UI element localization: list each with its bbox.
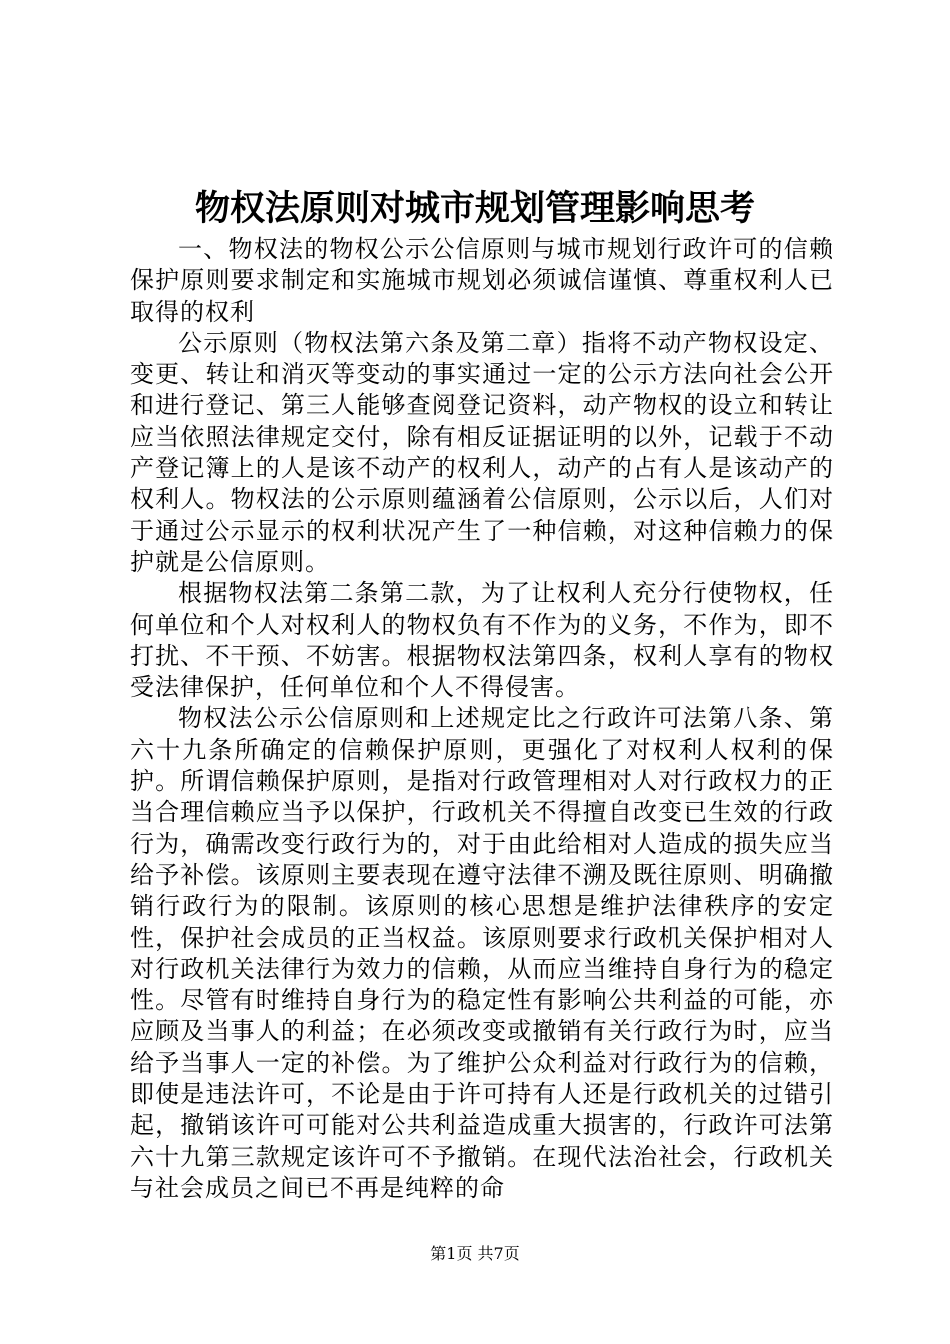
page-footer: 第1页 共7页 bbox=[430, 1244, 520, 1263]
document-title: 物权法原则对城市规划管理影响思考 bbox=[194, 188, 755, 229]
paragraph-heading-section-1: 一、物权法的物权公示公信原则与城市规划行政许可的信赖保护原则要求制定和实施城市规划必须诚信谨慎、尊重权利人已取得的权利 bbox=[130, 235, 834, 326]
document-body bbox=[130, 234, 834, 1204]
paragraph-reliance-protection: 物权法公示公信原则和上述规定比之行政许可法第八条、第六十九条所确定的信赖保护原则，更强化了对权利人权利的保护。所谓信赖保护原则，是指对行政管理相对人对行政权力的正当合理信赖应当予以保护，行政机关不得擅自改变已生效的行政行为，确需改变行政行为的，对于由此给相对人造成的损失应当给予补偿。该原则主要表现在遵守法律不溯及既往原则、明确撤销行政行为的限制。该原则的核心思想是维护法律秩序的安定性，保护社会成员的正当权益。该原则要求行政机关保护相对人对行政机关法律行为效力的信赖，从而应当维持自身行为的稳定性。尽管有时维持自身行为的稳定性有影响公共利益的可能，亦应顾及当事人的利益；在必须改变或撤销有关行政行为时，应当给予当事人一定的补偿。为了维护公众利益对行政行为的信赖，即使是违法许可，不论是由于许可持有人还是行政机关的过错引起，撤销该许可可能对公共利益造成重大损害的，行政许可法第六十九第三款规定该许可不予撤销。在现代法治社会，行政机关与社会成员之间已不再是纯粹的命 bbox=[130, 704, 834, 1202]
paragraph-publicity-principle: 公示原则（物权法第六条及第二章）指将不动产物权设定、变更、转让和消灭等变动的事实通过一定的公示方法向社会公开和进行登记、第三人能够查阅登记资料，动产物权的设立和转让应当依照法律规定交付，除有相反证据证明的以外，记载于不动产登记簿上的人是该不动产的权利人，动产的占有人是该动产的权利人。物权法的公示原则蕴涵着公信原则，公示以后，人们对于通过公示显示的权利状况产生了一种信赖，对这种信赖力的保护就是公信原则。 bbox=[130, 328, 834, 576]
paragraph-article-2: 根据物权法第二条第二款，为了让权利人充分行使物权，任何单位和个人对权利人的物权负有不作为的义务，不作为，即不打扰、不干预、不妨害。根据物权法第四条，权利人享有的物权受法律保护，任何单位和个人不得侵害。 bbox=[130, 579, 834, 702]
